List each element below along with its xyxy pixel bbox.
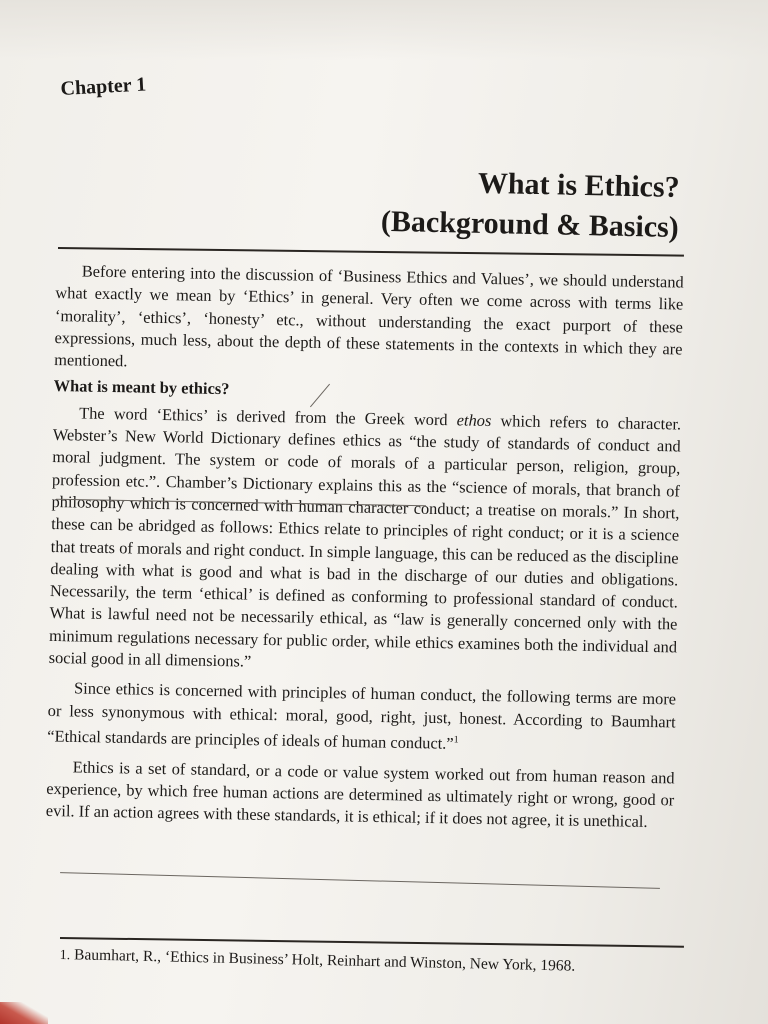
show-through-text [70, 22, 73, 37]
pen-underline [60, 872, 660, 889]
footnote-rule [60, 937, 684, 948]
body-text [46, 260, 684, 834]
chapter-label: Chapter 1 [60, 73, 147, 100]
definition-text-start: The word ‘Ethics’ is derived from the Greek word [79, 403, 457, 430]
chapter-title-line-1: What is Ethics? [477, 166, 680, 204]
definition-text-rest: which refers to character. Webster’s New World Dictionary defines ethics as “the study of standards of conduct and moral judgment. The system or code of morals of a particular person, religion, group, profession etc.”. Chamber’s Dictionary explains this as the “science of morals, that branch of philosophy which is concerned with human character conduct; a treatise on morals.” In short, these can be abridged as follows: Ethics relate to principles of right conduct; or it is a science that treats of morals and right conduct. In simple language, this can be reduced as the discipline dealing with what is good and what is bad in the discharge of our duties and obligations. Necessarily, the term ‘ethical’ is defined as conforming to professional standard of conduct. What is lawful need not be necessarily ethical, as “law is generally concerned only with the minimum regulations necessary for public order, while ethics examines both the individual and social good in all dimensions.” [48, 410, 682, 671]
page-shading [0, 0, 768, 60]
footnote [60, 945, 688, 980]
greek-term: ethos [456, 410, 492, 430]
footnote-reference: 1 [453, 734, 459, 746]
book-cover-edge [0, 1002, 48, 1024]
chapter-title-line-2: (Background & Basics) [380, 204, 680, 244]
synonyms-text: Since ethics is concerned with principles of human conduct, the following terms are more or less synonymous with ethical: moral, good, right, just, honest. According to Baumhart “Ethical standards are principles of ideals of human conduct.” [47, 678, 677, 753]
footnote-number: 1. [59, 947, 71, 964]
definition-paragraph [48, 402, 681, 681]
footnote-text: Baumhart, R., ‘Ethics in Business’ Holt, Reinhart and Winston, New York, 1968. [73, 946, 576, 975]
title-rule [58, 247, 684, 257]
chapter-title [258, 159, 680, 248]
show-through-text [540, 36, 543, 51]
summary-paragraph: Ethics is a set of standard, or a code or value system worked out from human reason and experience, by which free human actions are determined as ultimately right or wrong, good or evil. If an action agrees with these standards, it is ethical; if it does not agree, it is unethical. [45, 757, 675, 832]
section-heading: What is meant by ethics? [53, 376, 230, 399]
intro-paragraph: Before entering into the discussion of ‘Business Ethics and Values’, we should understand what exactly we mean by ‘Ethics’ in general. Very often we come across with terms like ‘morality’, ‘ethics’, ‘honesty’ etc., without understanding the exact purport of these expressions, much less, about the depth of these statements in the contexts in which they are mentioned. [53, 261, 684, 371]
synonyms-paragraph [47, 677, 676, 759]
